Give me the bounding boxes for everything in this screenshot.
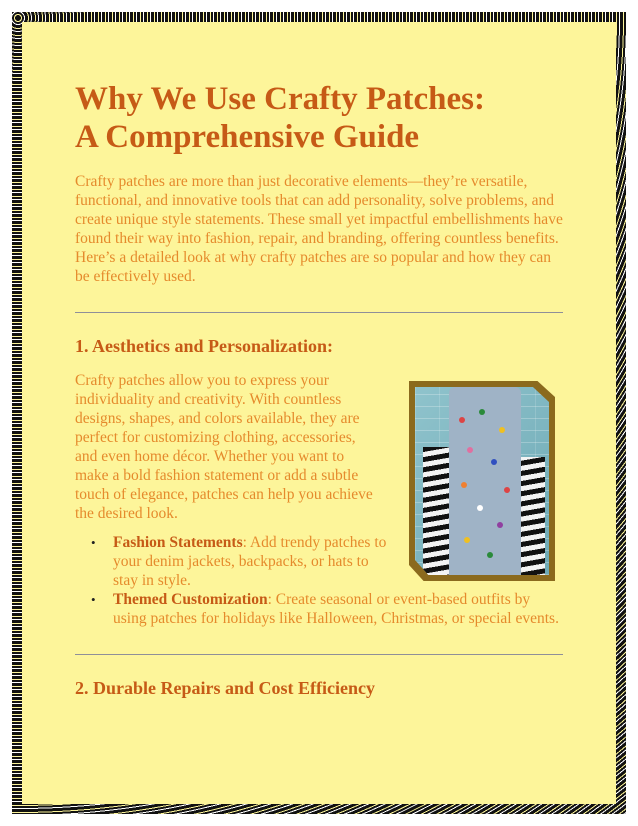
bullet-term: Themed Customization [113,591,268,608]
section-aesthetics [75,335,565,628]
intro-paragraph: Crafty patches are more than just decorative elements—they’re versatile, functional, and innovative tools that can add personality, solve problems, and create unique style statements. These small yet impactful embellishments have found their way into fashion, repair, and branding, offering countless benefits. Here’s a detailed look at why crafty patches are so popular and how they can be effectively used. [75,173,563,285]
section-divider-2 [75,654,563,655]
list-item [113,533,393,590]
bullet-text: : Add trendy patches to your denim jackets, backpacks, or hats to stay in style. [113,534,387,589]
photo-content [415,387,549,575]
document-title [75,80,565,156]
bullet-term: Fashion Statements [113,534,243,551]
list-item [113,590,565,628]
section-divider-1 [75,312,563,313]
section-2-heading: 2. Durable Repairs and Cost Efficiency [75,678,375,698]
title-line-2: A Comprehensive Guide [75,119,420,155]
section-1-paragraph: Crafty patches allow you to express your individuality and creativity. With countless designs, shapes, and colors available, they are perfect for customizing clothing, accessories, and even home décor. Whether you want to make a bold fashion statement or add a subtle touch of elegance, patches can help you achieve the desired look. [75,372,373,522]
section-1-heading: 1. Aesthetics and Personalization: [75,336,333,356]
denim-vest-with-pins [449,387,521,575]
denim-vest-photo [409,381,555,581]
document-content [75,80,565,699]
bullet-text: : Create seasonal or event-based outfits by using patches for holidays like Halloween, Christmas, or special events. [113,591,559,627]
title-line-1: Why We Use Crafty Patches: [75,81,485,117]
